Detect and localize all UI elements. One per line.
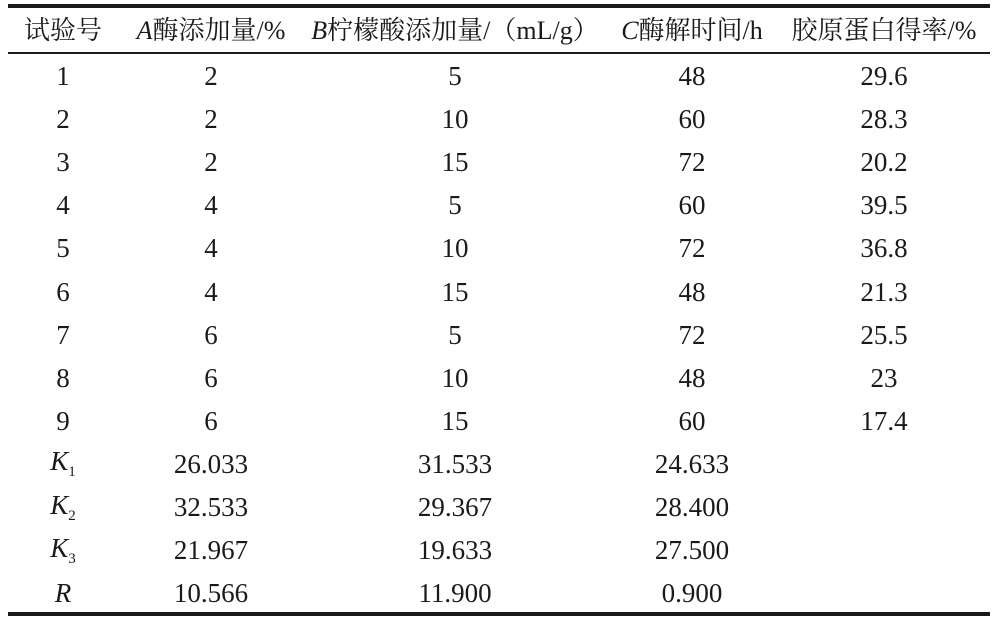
header-citric-acid-dosage bbox=[304, 15, 606, 45]
table-row bbox=[8, 141, 990, 184]
row-label-subscript: 1 bbox=[68, 464, 76, 481]
table-bottom-rule bbox=[8, 612, 990, 616]
row-label-cell bbox=[8, 106, 118, 133]
citric-acid-cell: 10 bbox=[441, 362, 469, 393]
row-label-subscript: 3 bbox=[68, 550, 76, 567]
citric-acid-cell: 5 bbox=[448, 61, 462, 91]
hydrolysis-time-cell: 28.400 bbox=[654, 492, 730, 522]
header-factor-a-letter: A bbox=[136, 15, 153, 45]
enzyme-dosage-cell: 26.033 bbox=[173, 448, 249, 479]
enzyme-dosage-cell: 2 bbox=[204, 104, 218, 135]
collagen-yield-cell: 28.3 bbox=[860, 104, 908, 135]
table-row bbox=[8, 55, 990, 98]
header-factor-b-letter: B bbox=[311, 15, 328, 45]
hydrolysis-time-cell: 60 bbox=[678, 104, 706, 135]
citric-acid-cell: 10 bbox=[441, 233, 469, 264]
collagen-yield-cell: 20.2 bbox=[860, 147, 908, 178]
table-row bbox=[8, 314, 990, 357]
header-citric-acid-label: 柠檬酸添加量/（mL/g） bbox=[327, 15, 599, 45]
hydrolysis-time-cell: 48 bbox=[678, 276, 706, 307]
enzyme-dosage-cell: 6 bbox=[204, 405, 218, 436]
hydrolysis-time-cell: 72 bbox=[678, 233, 706, 264]
hydrolysis-time-cell: 24.633 bbox=[654, 448, 730, 479]
table-row bbox=[8, 443, 990, 486]
row-label: 1 bbox=[56, 61, 70, 91]
table-row bbox=[8, 357, 990, 400]
collagen-yield-cell: 36.8 bbox=[860, 233, 908, 264]
enzyme-dosage-cell: 32.533 bbox=[173, 492, 249, 522]
citric-acid-cell: 5 bbox=[448, 319, 462, 350]
table-row bbox=[8, 400, 990, 443]
header-factor-c-letter: C bbox=[621, 15, 639, 45]
header-hydrolysis-time bbox=[606, 15, 778, 45]
header-enzyme-dosage bbox=[118, 15, 304, 45]
row-label-cell bbox=[8, 580, 118, 607]
row-label-cell bbox=[8, 319, 118, 350]
row-label-cell bbox=[8, 405, 118, 436]
row-label: 5 bbox=[56, 233, 70, 264]
row-label-subscript: 2 bbox=[68, 507, 76, 524]
hydrolysis-time-cell: 48 bbox=[678, 362, 706, 393]
citric-acid-cell: 15 bbox=[441, 405, 469, 436]
row-label-cell bbox=[8, 362, 118, 393]
collagen-yield-cell: 17.4 bbox=[860, 405, 908, 436]
table-header-row bbox=[8, 9, 990, 52]
hydrolysis-time-cell: 27.500 bbox=[654, 535, 730, 566]
collagen-yield-cell: 39.5 bbox=[860, 190, 908, 221]
enzyme-dosage-cell: 6 bbox=[204, 319, 218, 350]
row-label-cell bbox=[8, 489, 118, 524]
table-row bbox=[8, 529, 990, 572]
table-row bbox=[8, 572, 990, 615]
header-enzyme-dosage-label: 酶添加量/% bbox=[152, 15, 286, 45]
hydrolysis-time-cell: 60 bbox=[678, 405, 706, 436]
hydrolysis-time-cell: 60 bbox=[678, 190, 706, 221]
row-label-cell bbox=[8, 276, 118, 307]
hydrolysis-time-cell: 0.900 bbox=[661, 578, 723, 609]
row-label: R bbox=[54, 578, 72, 609]
header-trial-no bbox=[8, 15, 118, 45]
table-row bbox=[8, 271, 990, 314]
row-label: 8 bbox=[56, 362, 70, 393]
enzyme-dosage-cell: 10.566 bbox=[173, 578, 249, 609]
hydrolysis-time-cell: 72 bbox=[678, 147, 706, 178]
row-label: K bbox=[50, 532, 69, 563]
table-top-rule bbox=[8, 4, 990, 8]
header-hydrolysis-time-label: 酶解时间/h bbox=[638, 15, 763, 45]
citric-acid-cell: 15 bbox=[441, 147, 469, 178]
enzyme-dosage-cell: 2 bbox=[204, 61, 218, 91]
row-label: 9 bbox=[56, 405, 70, 436]
table-row bbox=[8, 98, 990, 141]
header-collagen-yield-label: 胶原蛋白得率/% bbox=[791, 15, 977, 45]
hydrolysis-time-cell: 48 bbox=[678, 61, 706, 91]
row-label-cell bbox=[8, 532, 118, 567]
citric-acid-cell: 15 bbox=[441, 276, 469, 307]
row-label: K bbox=[50, 489, 69, 520]
collagen-yield-cell: 25.5 bbox=[860, 319, 908, 350]
enzyme-dosage-cell: 21.967 bbox=[173, 535, 249, 566]
row-label: 3 bbox=[56, 147, 70, 178]
row-label: 2 bbox=[56, 104, 70, 135]
row-label: 7 bbox=[56, 319, 70, 350]
citric-acid-cell: 29.367 bbox=[417, 492, 493, 522]
enzyme-dosage-cell: 2 bbox=[204, 147, 218, 178]
row-label-cell bbox=[8, 192, 118, 219]
enzyme-dosage-cell: 4 bbox=[204, 276, 218, 307]
table-row bbox=[8, 227, 990, 270]
collagen-yield-cell: 21.3 bbox=[860, 276, 908, 307]
row-label: 6 bbox=[56, 276, 70, 307]
header-trial-no-label: 试验号 bbox=[23, 15, 102, 45]
collagen-yield-cell: 23 bbox=[870, 362, 898, 393]
hydrolysis-time-cell: 72 bbox=[678, 319, 706, 350]
enzyme-dosage-cell: 4 bbox=[204, 190, 218, 221]
table-row bbox=[8, 184, 990, 227]
citric-acid-cell: 5 bbox=[448, 190, 462, 221]
collagen-yield-cell: 29.6 bbox=[860, 61, 908, 91]
row-label: K bbox=[50, 446, 69, 477]
row-label-cell bbox=[8, 235, 118, 262]
citric-acid-cell: 11.900 bbox=[418, 578, 492, 609]
row-label: 4 bbox=[56, 190, 70, 221]
row-label-cell bbox=[8, 63, 118, 90]
citric-acid-cell: 19.633 bbox=[417, 535, 493, 566]
enzyme-dosage-cell: 4 bbox=[204, 233, 218, 264]
table-header-rule bbox=[8, 52, 990, 54]
row-label-cell bbox=[8, 448, 118, 480]
header-collagen-yield bbox=[778, 15, 990, 45]
citric-acid-cell: 31.533 bbox=[417, 448, 493, 479]
enzyme-dosage-cell: 6 bbox=[204, 362, 218, 393]
table-row bbox=[8, 486, 990, 529]
row-label-cell bbox=[8, 149, 118, 176]
citric-acid-cell: 10 bbox=[441, 104, 469, 135]
